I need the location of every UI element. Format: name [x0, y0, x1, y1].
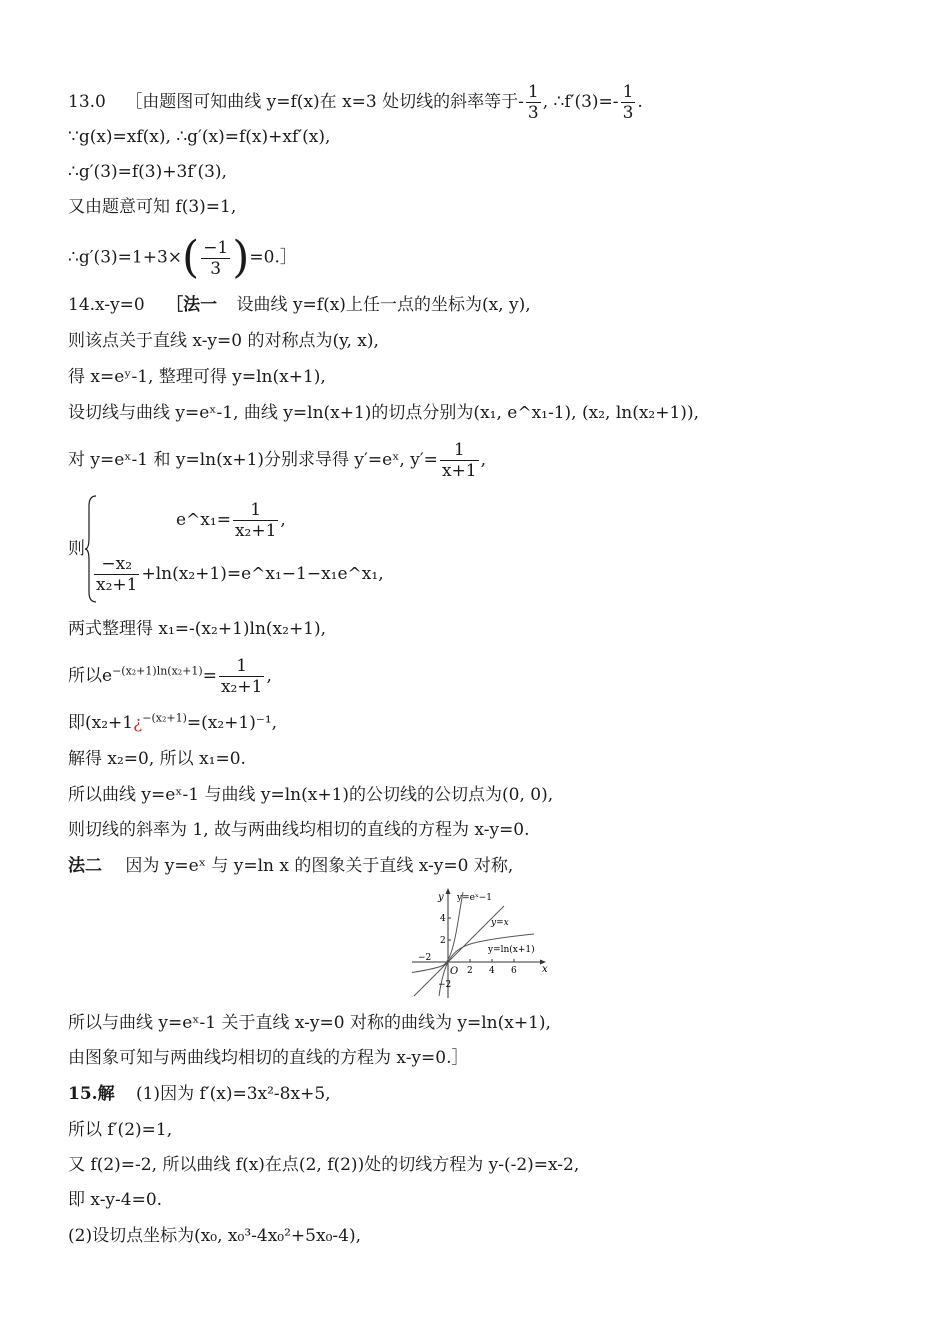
problem-14-line-1: 14.x-y=0 ［法一 设曲线 y=f(x)上任一点的坐标为(x, y),	[68, 295, 531, 315]
problem-15-line-1: 15.解 (1)因为 f′(x)=3x²-8x+5,	[68, 1084, 331, 1104]
problem-14-line-8: 即(x₂+1¿$^{-(x_2+1)}$=(x₂+1)⁻¹,	[68, 711, 278, 733]
fraction: $\frac{1}{x+1}$	[441, 440, 477, 481]
fraction: $\frac{1}{\text{x₂+1}}$	[220, 656, 263, 697]
problem-14-line-4: 设切线与曲线 y=eˣ-1, 曲线 y=ln(x+1)的切点分别为(x₁, e^x₁-1), (x₂, ln(x₂+1)),	[68, 403, 699, 423]
problem-13-line-2: ∵g(x)=xf(x), ∴g′(x)=f(x)+xf′(x),	[68, 127, 331, 147]
problem-14-line-3: 得 x=eʸ-1, 整理可得 y=ln(x+1),	[68, 367, 326, 387]
problem-13-line-1: 13.0 ［由题图可知曲线 y=f(x)在 x=3 处切线的斜率等于- $\frac{1}{3}$ , ∴f′(3)=- $\frac{1}{3}$ .	[68, 82, 643, 123]
fraction: $\frac{1}{3}$	[622, 82, 634, 123]
curve-exp-label: y=eˣ−1	[457, 893, 493, 903]
tick-label-x6: 6	[511, 966, 517, 976]
problem-14-line-2: 则该点关于直线 x-y=0 的对称点为(y, x),	[68, 331, 379, 351]
problem-15-line-2: 所以 f′(2)=1,	[68, 1120, 173, 1140]
problem-14-line-9: 解得 x₂=0, 所以 x₁=0.	[68, 749, 246, 769]
problem-14-line-13: 由图象可知与两曲线均相切的直线的方程为 x-y=0.］	[68, 1048, 469, 1068]
problem-14-label: 14.x-y=0	[68, 295, 145, 315]
problem-15-line-5: (2)设切点坐标为(x₀, x₀³-4x₀²+5x₀-4),	[68, 1226, 361, 1246]
problem-14-line-12: 所以与曲线 y=eˣ-1 关于直线 x-y=0 对称的曲线为 y=ln(x+1),	[68, 1013, 551, 1033]
method-1-label: ［法一	[166, 295, 218, 315]
problem-13-line-4: 又由题意可知 f(3)=1,	[68, 197, 237, 217]
problem-14-line-6: 两式整理得 x₁=-(x₂+1)ln(x₂+1),	[68, 619, 327, 639]
function-graph	[408, 886, 548, 1000]
x-axis-label: x	[542, 964, 548, 975]
system-equation-1: e^x₁= $\frac{1}{\text{x₂+1}}$ ,	[176, 500, 286, 541]
problem-15-line-3: 又 f(2)=-2, 所以曲线 f(x)在点(2, f(2))处的切线方程为 y-(-2)=x-2,	[68, 1155, 580, 1175]
curve-log-label: y=ln(x+1)	[488, 945, 535, 955]
system-prefix: 则	[68, 539, 85, 559]
fraction: $\frac{1}{\text{x₂+1}}$	[234, 500, 277, 541]
problem-15-line-4: 即 x-y-4=0.	[68, 1190, 163, 1210]
y-axis-label: y	[438, 892, 444, 903]
tick-label-xneg2: −2	[418, 953, 432, 963]
tick-label-yneg2: −2	[438, 980, 452, 990]
tick-label-x2: 2	[467, 966, 473, 976]
curve-log	[439, 934, 534, 996]
curve-line-label: y=x	[491, 918, 509, 928]
tick-label-y2: 2	[440, 936, 446, 946]
problem-14-line-5: 对 y=eˣ-1 和 y=ln(x+1)分别求导得 y′=eˣ, y′= $\frac{1}{x+1}$ ,	[68, 440, 486, 481]
tick-label-y4: 4	[440, 914, 446, 924]
problem-14-line-7: 所以$e^{-(x_2+1)ln(x_2+1)}=$ $\frac{1}{\text{x₂+1}}$ ,	[68, 656, 272, 697]
fraction: $\frac{-1}{3}$	[203, 237, 229, 279]
system-equation-2: $\frac{\text{−x₂}}{\text{x₂+1}}$ +ln(x₂+1)=e^x₁−1−x₁e^x₁,	[96, 554, 384, 595]
problem-14-line-11: 则切线的斜率为 1, 故与两曲线均相切的直线的方程为 x-y=0.	[68, 820, 530, 840]
problem-15-label: 15.解	[68, 1084, 115, 1104]
origin-label: O	[450, 966, 459, 977]
problem-13-line-3: ∴g′(3)=f(3)+3f′(3),	[68, 162, 227, 182]
fraction: $\frac{\text{−x₂}}{\text{x₂+1}}$	[96, 554, 138, 595]
y-axis-arrow	[446, 888, 451, 894]
problem-13-label: 13.0	[68, 92, 106, 112]
problem-14-method-2: 法二 因为 y=eˣ 与 y=ln x 的图象关于直线 x-y=0 对称,	[68, 856, 514, 876]
problem-14-line-10: 所以曲线 y=eˣ-1 与曲线 y=ln(x+1)的公切线的公切点为(0, 0),	[68, 785, 554, 805]
fraction: $\frac{1}{3}$	[527, 82, 539, 123]
tick-label-x4: 4	[489, 966, 495, 976]
problem-13-line-5: ∴g′(3)=1+3×( $\frac{-1}{3}$ )=0.］	[68, 232, 297, 283]
method-2-label: 法二	[68, 856, 102, 876]
